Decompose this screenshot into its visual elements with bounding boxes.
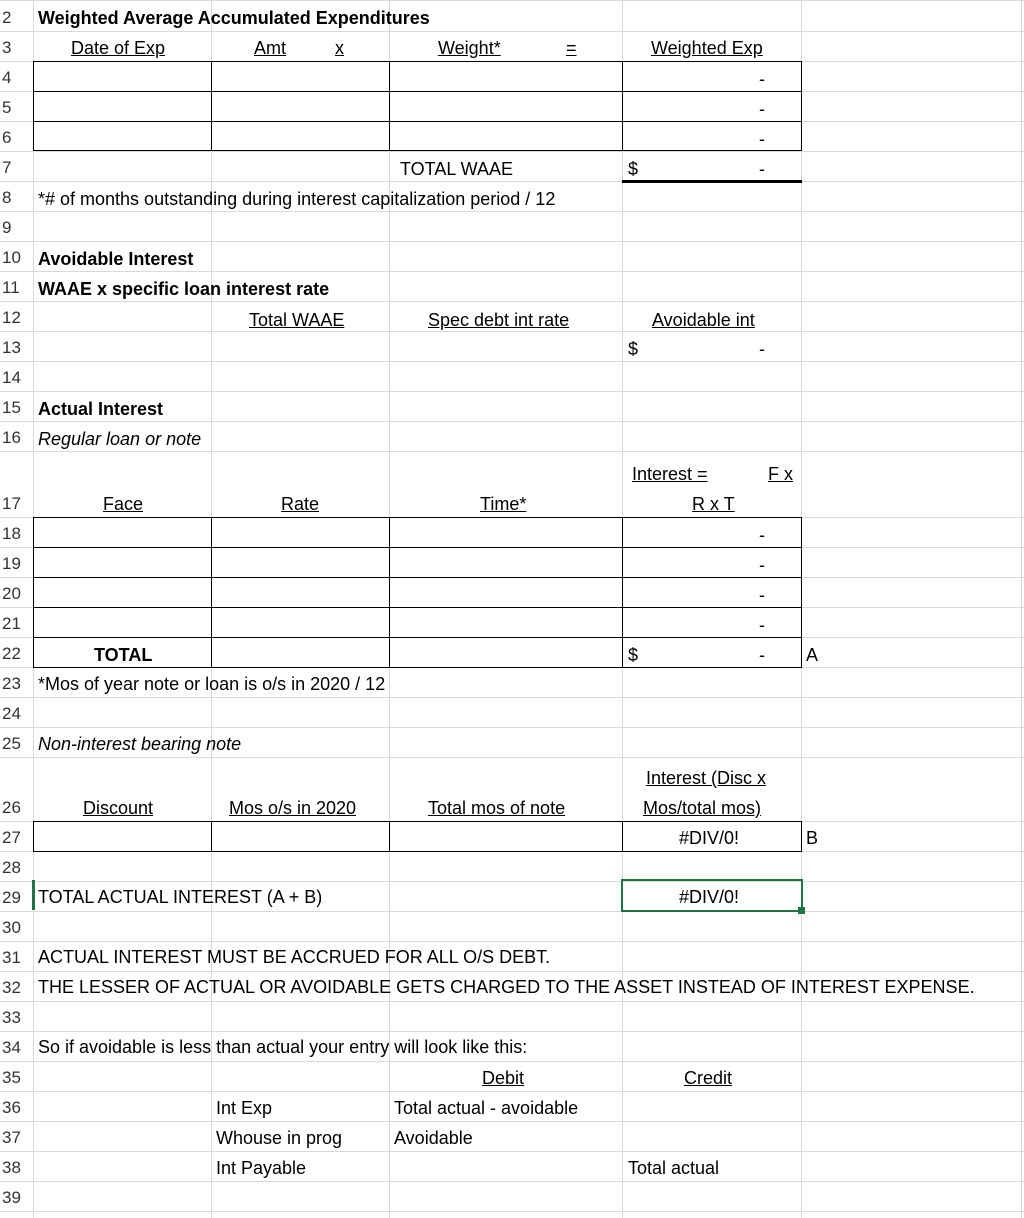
nonint-col-border xyxy=(389,821,390,852)
nonint-interest-value[interactable]: #DIV/0! xyxy=(679,828,740,848)
interest-row20[interactable]: - xyxy=(759,585,765,605)
row-border xyxy=(0,301,1024,302)
header-spec-debt-int-rate: Spec debt int rate xyxy=(428,310,570,330)
row-border xyxy=(0,241,1024,242)
row-border xyxy=(0,271,1024,272)
interest-row19[interactable]: - xyxy=(759,555,765,575)
row-number[interactable]: 10 xyxy=(2,248,21,267)
actual-footnote: *Mos of year note or loan is o/s in 2020 / 12 xyxy=(38,674,386,694)
row-border xyxy=(0,757,1024,758)
col-border xyxy=(1021,0,1022,1218)
row-number[interactable]: 22 xyxy=(2,644,21,663)
row-number[interactable]: 36 xyxy=(2,1098,21,1117)
row-border xyxy=(0,0,1024,1)
fill-handle[interactable] xyxy=(798,907,805,914)
avoidable-int-value[interactable]: - xyxy=(759,339,765,359)
actual-row-border xyxy=(33,547,802,548)
row-number[interactable]: 18 xyxy=(2,524,21,543)
weighted-exp-row6[interactable]: - xyxy=(759,129,765,149)
row-number[interactable]: 7 xyxy=(2,158,12,177)
header-weighted-exp: Weighted Exp xyxy=(651,38,763,58)
row-number[interactable]: 12 xyxy=(2,308,21,327)
interest-row18[interactable]: - xyxy=(759,525,765,545)
row-number[interactable]: 29 xyxy=(2,888,21,907)
actual-col-border xyxy=(389,517,390,668)
header-rate: Rate xyxy=(281,494,320,514)
row-border xyxy=(0,1091,1024,1092)
row-number[interactable]: 34 xyxy=(2,1038,21,1057)
dollar-sign: $ xyxy=(628,339,639,359)
waae-col-border xyxy=(622,61,623,151)
row-number[interactable]: 16 xyxy=(2,428,21,447)
header-date-of-exp: Date of Exp xyxy=(71,38,166,58)
entry-int-exp-debit: Total actual - avoidable xyxy=(394,1098,579,1118)
date-cell-row4[interactable] xyxy=(34,62,211,91)
dollar-sign: $ xyxy=(628,159,639,179)
row-border xyxy=(0,391,1024,392)
actual-row-border xyxy=(33,637,802,638)
header-debit: Debit xyxy=(482,1068,525,1088)
row-border xyxy=(0,881,1024,882)
actual-interest-title: Actual Interest xyxy=(38,399,164,419)
entry-int-payable: Int Payable xyxy=(216,1158,307,1178)
row-number[interactable]: 39 xyxy=(2,1188,21,1207)
row-border xyxy=(0,911,1024,912)
amt-cell-row4[interactable] xyxy=(212,62,389,91)
row-number[interactable]: 28 xyxy=(2,858,21,877)
row-number[interactable]: 35 xyxy=(2,1068,21,1087)
header-time: Time* xyxy=(480,494,527,514)
actual-interest-subtitle: Regular loan or note xyxy=(38,429,202,449)
row-border xyxy=(0,361,1024,362)
row-number[interactable]: 25 xyxy=(2,734,21,753)
waae-row-border xyxy=(33,121,802,122)
interest-row21[interactable]: - xyxy=(759,615,765,635)
header-face: Face xyxy=(103,494,144,514)
total-waae-value[interactable]: - xyxy=(759,159,765,179)
row-number[interactable]: 15 xyxy=(2,398,21,417)
header-avoidable-int: Avoidable int xyxy=(652,310,755,330)
actual-row-border xyxy=(33,577,802,578)
marker-b: B xyxy=(806,828,819,848)
row-number[interactable]: 19 xyxy=(2,554,21,573)
nonint-col-border xyxy=(211,821,212,852)
row-border xyxy=(0,151,1024,152)
row-border xyxy=(0,421,1024,422)
total-actual-value[interactable]: #DIV/0! xyxy=(679,887,740,907)
row-number[interactable]: 17 xyxy=(2,494,21,513)
avoidable-subtitle: WAAE x specific loan interest rate xyxy=(38,279,330,299)
header-interest-disc: Interest (Disc x xyxy=(646,768,767,788)
row-border xyxy=(0,941,1024,942)
note-line-1: ACTUAL INTEREST MUST BE ACCRUED FOR ALL O/S DEBT. xyxy=(38,947,551,967)
weight-cell-row4[interactable] xyxy=(390,62,622,91)
row-border xyxy=(0,1211,1024,1212)
header-discount: Discount xyxy=(83,798,154,818)
row-number[interactable]: 8 xyxy=(2,188,12,207)
entry-whouse-debit: Avoidable xyxy=(394,1128,473,1148)
row-border xyxy=(0,331,1024,332)
row-number[interactable]: 6 xyxy=(2,128,12,147)
dollar-sign: $ xyxy=(628,645,639,665)
row-border xyxy=(0,181,1024,182)
header-amt: Amt xyxy=(254,38,287,58)
row-number[interactable]: 38 xyxy=(2,1158,21,1177)
note-line-2: THE LESSER OF ACTUAL OR AVOIDABLE GETS CHARGED TO THE ASSET INSTEAD OF INTEREST EXPENSE. xyxy=(38,977,975,997)
nonint-col-border xyxy=(622,821,623,852)
row-number[interactable]: 5 xyxy=(2,98,12,117)
waae-row-border xyxy=(33,91,802,92)
row-border xyxy=(0,971,1024,972)
row-border xyxy=(0,727,1024,728)
row-border xyxy=(0,31,1024,32)
row-number[interactable]: 30 xyxy=(2,918,21,937)
row-number[interactable]: 27 xyxy=(2,828,21,847)
actual-col-border xyxy=(622,517,623,668)
row-border xyxy=(0,451,1024,452)
header-rxt: R x T xyxy=(692,494,735,514)
row-number[interactable]: 2 xyxy=(2,8,12,27)
row-border xyxy=(0,1121,1024,1122)
header-fx: F x xyxy=(768,464,793,484)
row-number[interactable]: 9 xyxy=(2,218,12,237)
row-number[interactable]: 13 xyxy=(2,338,21,357)
actual-total-label: TOTAL xyxy=(94,645,153,665)
header-weight: Weight* xyxy=(438,38,501,58)
header-interest-eq: Interest = xyxy=(632,464,708,484)
row-number[interactable]: 32 xyxy=(2,978,21,997)
weighted-exp-row4[interactable]: - xyxy=(759,69,765,89)
waae-footnote: *# of months outstanding during interest capitalization period / 12 xyxy=(38,189,556,209)
active-row-indicator xyxy=(32,880,35,910)
row-number[interactable]: 20 xyxy=(2,584,21,603)
row-number[interactable]: 21 xyxy=(2,614,21,633)
note-line-3: So if avoidable is less than actual your entry will look like this: xyxy=(38,1037,528,1057)
row-number[interactable]: 37 xyxy=(2,1128,21,1147)
row-number[interactable]: 23 xyxy=(2,674,21,693)
row-number[interactable]: 3 xyxy=(2,38,12,57)
row-number[interactable]: 31 xyxy=(2,948,21,967)
header-total-waae: Total WAAE xyxy=(249,310,345,330)
header-total-mos: Total mos of note xyxy=(428,798,566,818)
header-x: x xyxy=(335,38,344,58)
row-number[interactable]: 33 xyxy=(2,1008,21,1027)
row-border xyxy=(0,211,1024,212)
row-number[interactable]: 11 xyxy=(2,278,20,297)
entry-int-exp: Int Exp xyxy=(216,1098,273,1118)
row-border xyxy=(0,1031,1024,1032)
waae-title: Weighted Average Accumulated Expenditures xyxy=(38,8,430,28)
row-border xyxy=(0,1061,1024,1062)
row-number[interactable]: 24 xyxy=(2,704,21,723)
marker-a: A xyxy=(806,645,819,665)
actual-total-value[interactable]: - xyxy=(759,645,765,665)
row-number[interactable]: 4 xyxy=(2,68,12,87)
row-number[interactable]: 14 xyxy=(2,368,21,387)
total-waae-label: TOTAL WAAE xyxy=(400,159,514,179)
row-border xyxy=(0,1001,1024,1002)
weighted-exp-row5[interactable]: - xyxy=(759,99,765,119)
header-mos-os: Mos o/s in 2020 xyxy=(229,798,357,818)
actual-row-border xyxy=(33,607,802,608)
avoidable-title: Avoidable Interest xyxy=(38,249,194,269)
row-border xyxy=(0,697,1024,698)
row-number[interactable]: 26 xyxy=(2,798,21,817)
entry-int-payable-credit: Total actual xyxy=(628,1158,720,1178)
header-mos-total: Mos/total mos) xyxy=(643,798,762,818)
entry-whouse: Whouse in prog xyxy=(216,1128,343,1148)
total-double-underline xyxy=(622,180,802,183)
nonint-title: Non-interest bearing note xyxy=(38,734,242,754)
actual-col-border xyxy=(211,517,212,668)
header-credit: Credit xyxy=(684,1068,733,1088)
row-border xyxy=(0,1181,1024,1182)
total-actual-label: TOTAL ACTUAL INTEREST (A + B) xyxy=(38,887,323,907)
row-border xyxy=(0,1151,1024,1152)
header-equals: = xyxy=(566,38,577,58)
